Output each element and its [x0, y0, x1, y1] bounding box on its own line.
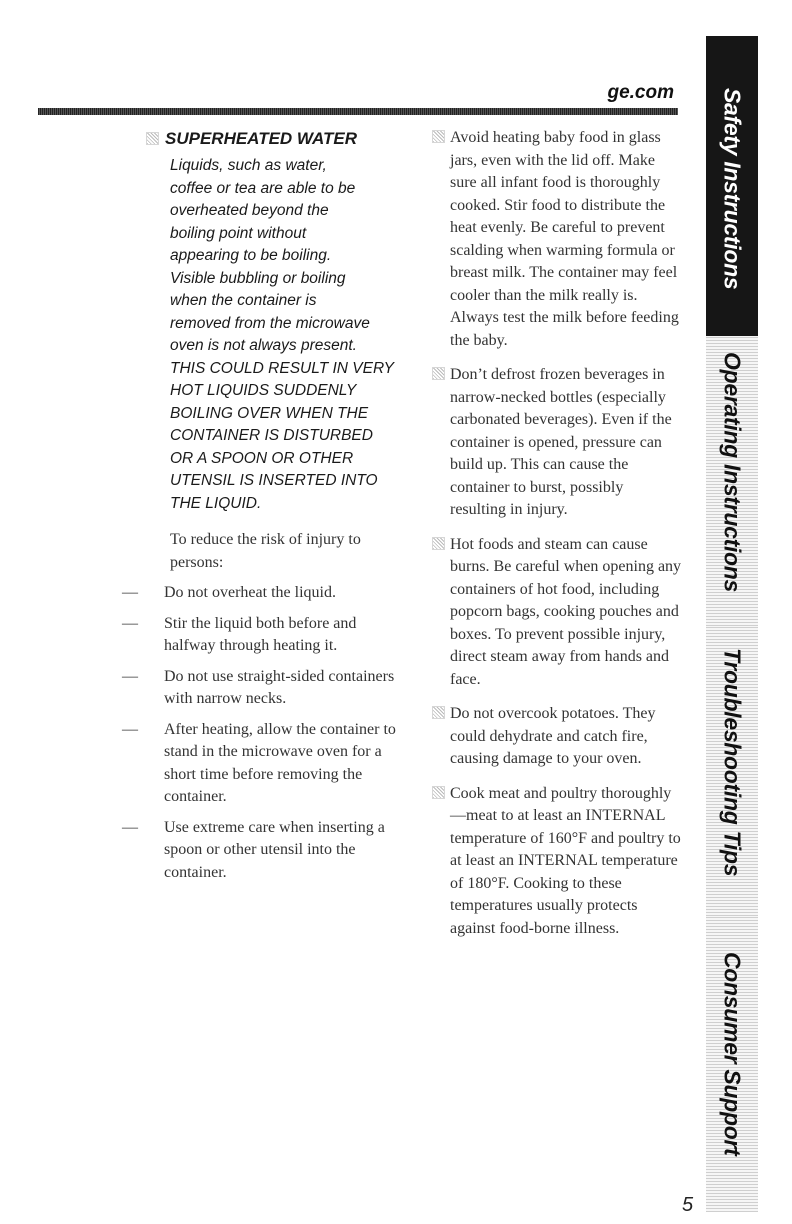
dash-symbol: — [122, 720, 138, 738]
square-bullet-icon [432, 130, 445, 143]
header-rule [38, 108, 678, 115]
dash-item: — Do not overheat the liquid. [122, 582, 404, 605]
tab-consumer-support[interactable] [706, 916, 758, 1212]
warning-line: THIS COULD RESULT IN VERY [170, 359, 394, 377]
dash-item: — Stir the liquid both before and halfway through heating it. [122, 614, 357, 654]
tab-label: Consumer Support [719, 952, 746, 1156]
section-tabs [706, 36, 758, 1212]
dash-item: — After heating, allow the container to stand in the microwave oven for a short time before removing the container. [122, 720, 396, 805]
page-number: 5 [682, 1194, 694, 1216]
tab-label: Troubleshooting Tips [719, 648, 746, 877]
warning-line: boiling point without [170, 224, 307, 242]
warning-line: removed from the microwave [170, 314, 370, 332]
intro-text: To reduce the risk of injury to persons: [170, 531, 361, 571]
warning-line: CONTAINER IS DISTURBED [170, 427, 373, 444]
square-bullet-icon [432, 537, 445, 550]
tab-troubleshooting-tips[interactable] [706, 626, 758, 916]
list-item: Do not overcook potatoes. They could dehydrate and catch fire, causing damage to your oven. [432, 703, 682, 771]
list-item: Hot foods and steam can cause burns. Be careful when opening any containers of hot food, including popcorn bags, cooking pouches and boxes. To prevent possible injury, direct steam away from hands and face. [432, 534, 682, 692]
warning-line: UTENSIL IS INSERTED INTO [170, 472, 378, 489]
warning-text [170, 155, 410, 515]
tab-operating-instructions[interactable] [706, 336, 758, 626]
warning-line: HOT LIQUIDS SUDDENLY [170, 382, 357, 399]
warning-line: OR A SPOON OR OTHER [170, 449, 354, 467]
warning-line: Liquids, such as water, [170, 157, 327, 174]
section-heading: SUPERHEATED WATER [146, 129, 406, 149]
site-url: ge.com [607, 82, 674, 103]
tab-label: Operating Instructions [719, 352, 746, 593]
list-item: Don’t defrost frozen beverages in narrow-necked bottles (especially carbonated beverages). Even if the container is opened, pressure can build up. This can cause the container to burst, possibly resulting in injury. [432, 364, 682, 522]
warning-line: BOILING OVER WHEN THE [170, 404, 369, 422]
square-bullet-icon [432, 367, 445, 380]
dash-item: — Do not use straight-sided containers with narrow necks. [122, 667, 395, 707]
left-column [122, 129, 406, 884]
right-column [432, 127, 682, 952]
tab-safety-instructions[interactable] [706, 36, 758, 336]
warning-line: coffee or tea are able to be [170, 179, 356, 197]
square-bullet-icon [146, 132, 159, 145]
tab-label: Safety Instructions [719, 88, 746, 290]
square-bullet-icon [432, 786, 445, 799]
dash-symbol: — [122, 818, 138, 836]
warning-line: Visible bubbling or boiling [170, 269, 346, 287]
dash-symbol: — [122, 614, 138, 632]
warning-line: appearing to be boiling. [170, 247, 332, 264]
warning-line: oven is not always present. [170, 337, 357, 354]
dash-symbol: — [122, 584, 138, 601]
dash-item: — Use extreme care when inserting a spoon or other utensil into the container. [122, 818, 385, 881]
dash-symbol: — [122, 667, 138, 685]
list-item: Cook meat and poultry thoroughly—meat to at least an INTERNAL temperature of 160°F and poultry to at least an INTERNAL temperature of 180°F. Cooking to these temperatures usually protects against food-borne illness. [432, 783, 682, 941]
warning-line: THE LIQUID. [170, 494, 262, 512]
square-bullet-icon [432, 706, 445, 719]
warning-line: overheated beyond the [170, 202, 329, 219]
list-item: Avoid heating baby food in glass jars, even with the lid off. Make sure all infant food is thoroughly cooked. Stir food to distribute the heat evenly. Be careful to prevent scalding when warming formula or breast milk. The container may feel cooler than the milk really is. Always test the milk before feeding the baby. [432, 127, 682, 352]
warning-line: when the container is [170, 292, 317, 309]
